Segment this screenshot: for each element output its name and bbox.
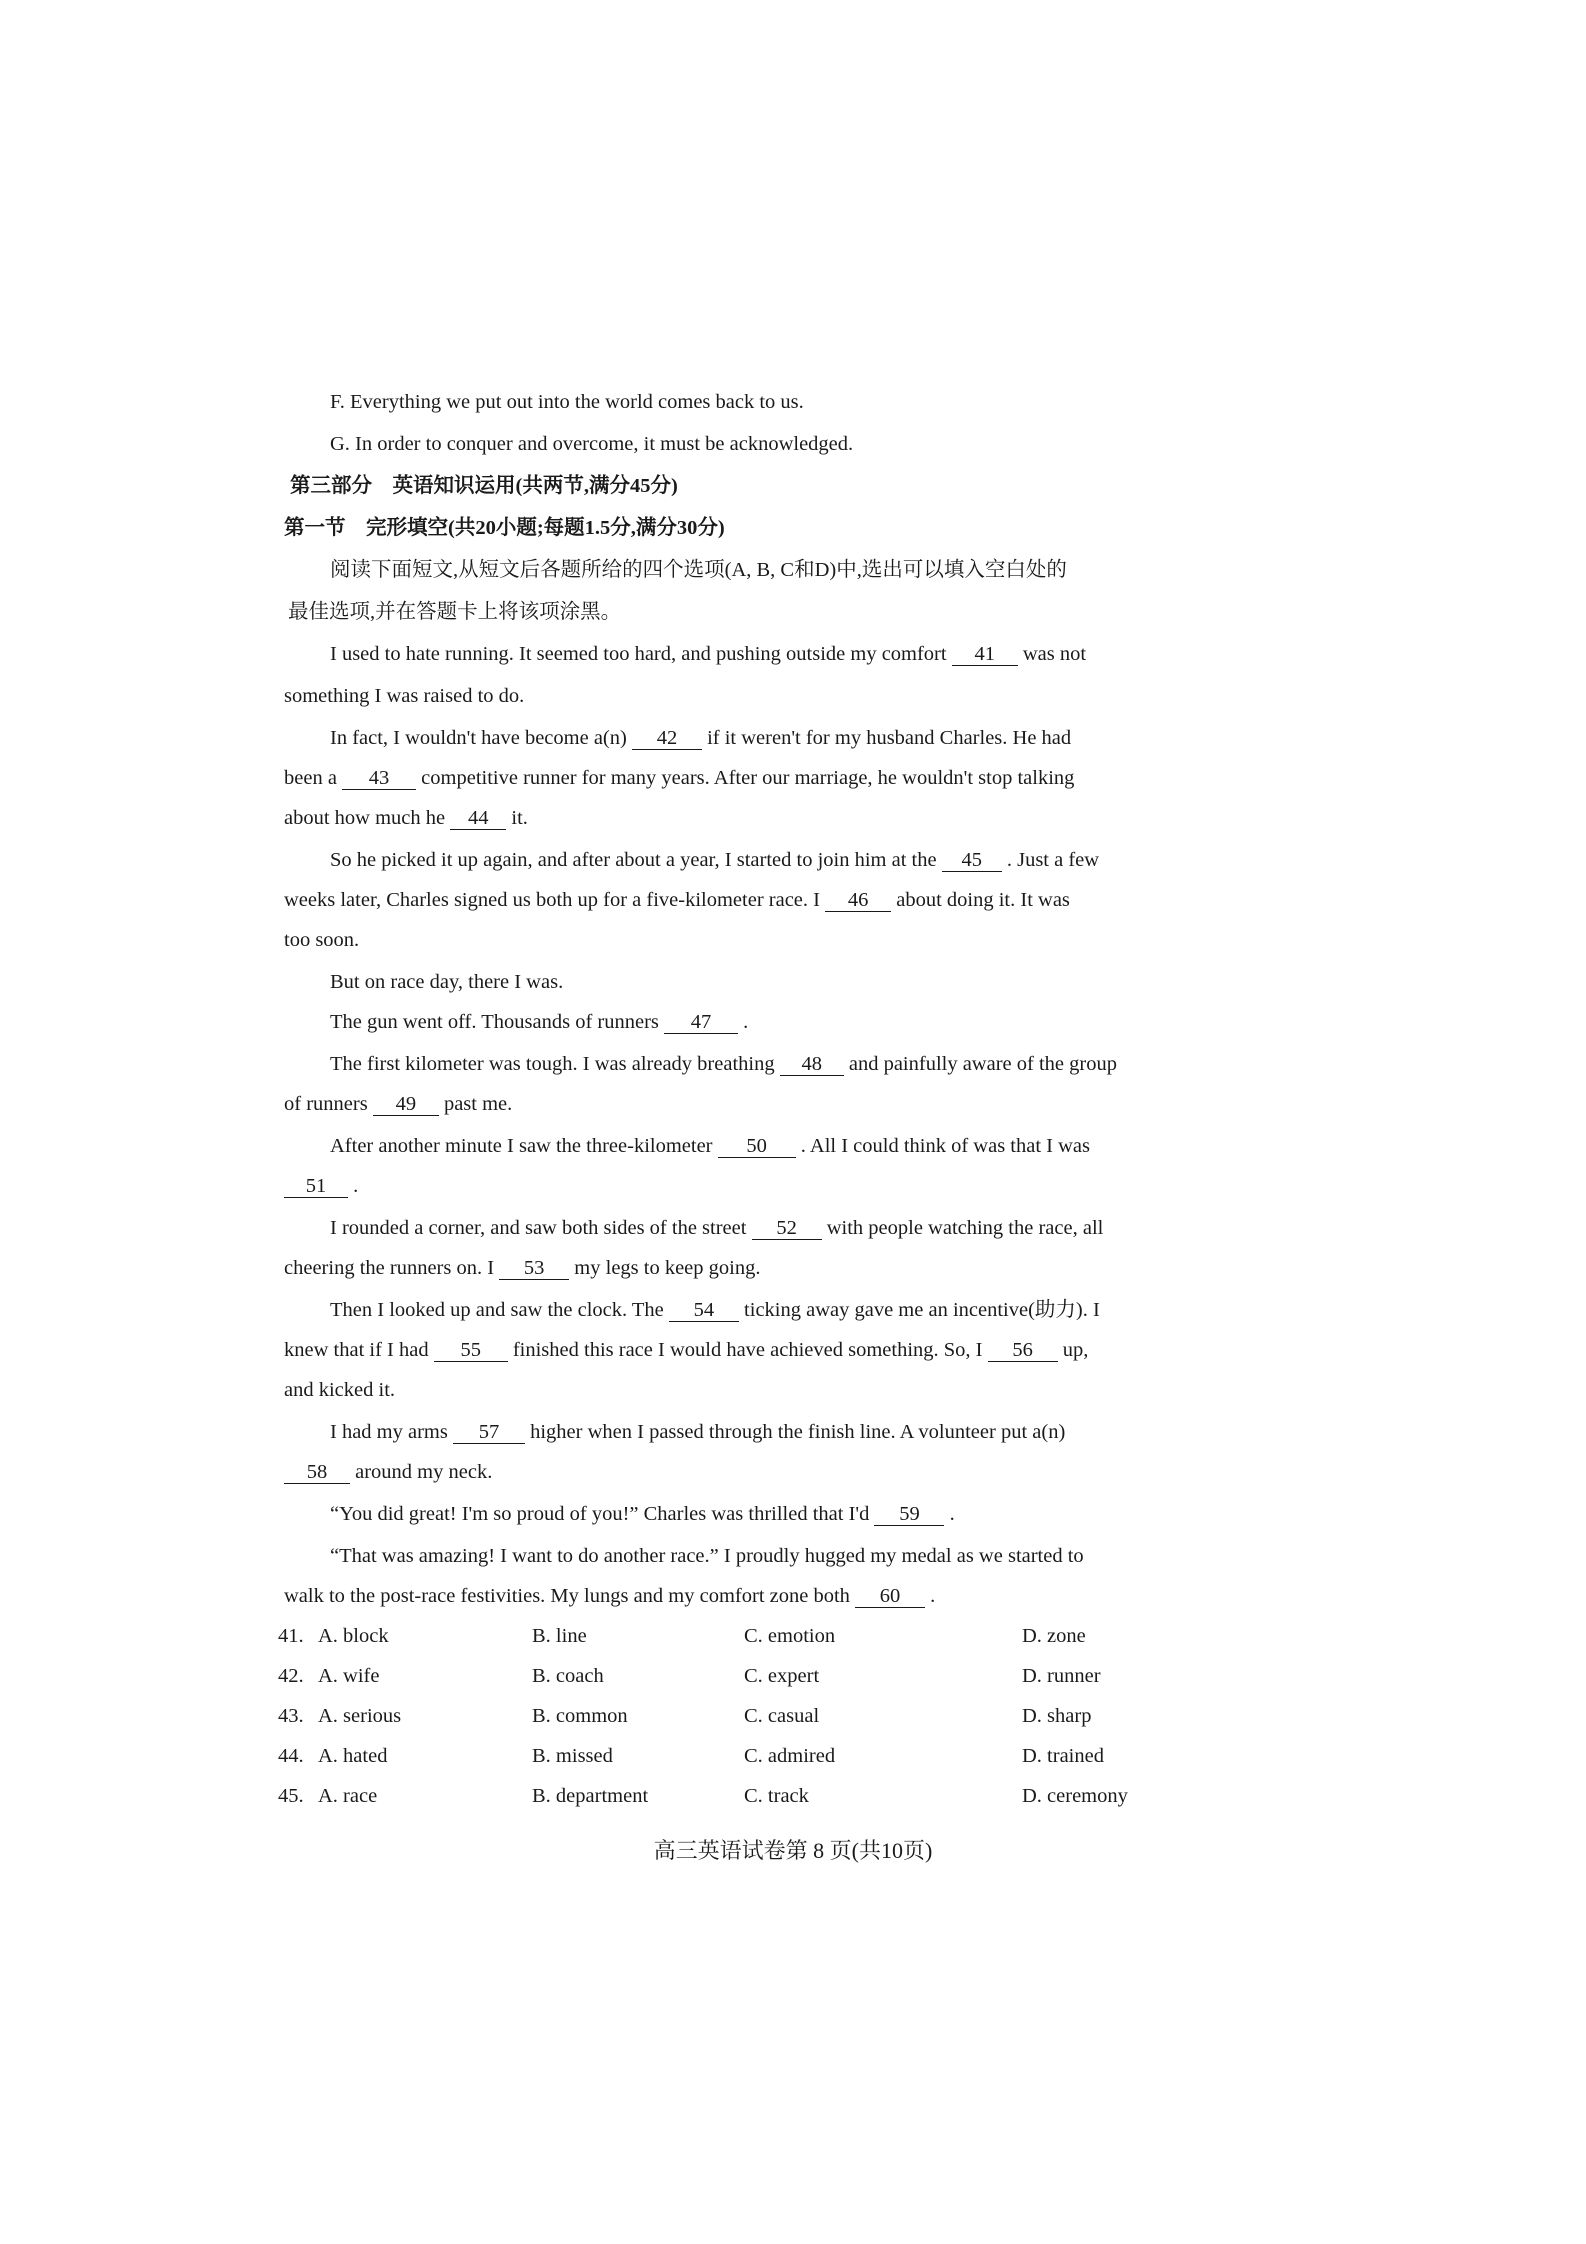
blank-43: 43 xyxy=(342,767,416,790)
passage-line: about how much he 44 it. xyxy=(284,807,528,829)
blank-58: 58 xyxy=(284,1461,350,1484)
choice-b: B. common xyxy=(532,1705,628,1727)
choice-c: C. expert xyxy=(744,1665,820,1687)
passage-line: and kicked it. xyxy=(284,1379,396,1401)
passage-line: I had my arms 57 higher when I passed through the finish line. A volunteer put a(n) xyxy=(330,1421,1066,1443)
blank-47: 47 xyxy=(664,1011,738,1034)
passage-line: 51 . xyxy=(284,1172,1244,1200)
passage-line: I rounded a corner, and saw both sides of the street 52 with people watching the race, all xyxy=(330,1217,1104,1239)
blank-52: 52 xyxy=(752,1217,822,1240)
passage-line: “That was amazing! I want to do another race.” I proudly hugged my medal as we started to xyxy=(330,1545,1084,1567)
passage-line: After another minute I saw the three-kilometer 50 . All I could think of was that I was xyxy=(330,1135,1090,1157)
blank-51: 51 xyxy=(284,1175,348,1198)
instruction-line-1: 阅读下面短文,从短文后各题所给的四个选项(A, B, C和D)中,选出可以填入空白处的 xyxy=(330,559,1067,581)
passage-line: been a 43 competitive runner for many years. After our marriage, he wouldn't stop talking xyxy=(284,767,1075,789)
choice-a: A. hated xyxy=(318,1745,388,1767)
passage-line: too soon. xyxy=(284,929,360,951)
blank-53: 53 xyxy=(499,1257,569,1280)
choice-c: C. track xyxy=(744,1785,809,1807)
choice-a: A. serious xyxy=(318,1705,402,1727)
blank-44: 44 xyxy=(450,807,506,830)
blank-57: 57 xyxy=(453,1421,525,1444)
passage-line: “You did great! I'm so proud of you!” Charles was thrilled that I'd 59 . xyxy=(330,1503,955,1525)
instruction-line-2: 最佳选项,并在答题卡上将该项涂黑。 xyxy=(288,601,622,623)
blank-46: 46 xyxy=(825,889,891,912)
page-footer: 高三英语试卷第 8 页(共10页) xyxy=(653,1838,933,1863)
passage-line: But on race day, there I was. xyxy=(330,971,564,993)
choice-c: C. emotion xyxy=(744,1625,836,1647)
question-number: 41. xyxy=(278,1625,304,1647)
choice-d: D. trained xyxy=(1022,1745,1104,1767)
blank-50: 50 xyxy=(718,1135,796,1158)
choice-d: D. ceremony xyxy=(1022,1785,1128,1807)
passage-line: The first kilometer was tough. I was already breathing 48 and painfully aware of the group xyxy=(330,1053,1117,1075)
blank-56: 56 xyxy=(988,1339,1058,1362)
question-number: 43. xyxy=(278,1705,304,1727)
passage-line: I used to hate running. It seemed too hard, and pushing outside my comfort 41 was not xyxy=(330,643,1087,665)
blank-60: 60 xyxy=(855,1585,925,1608)
passage-line: walk to the post-race festivities. My lungs and my comfort zone both 60 . xyxy=(284,1585,936,1607)
passage-line: something I was raised to do. xyxy=(284,685,525,707)
passage-line: knew that if I had 55 finished this race I would have achieved something. So, I 56 up, xyxy=(284,1339,1089,1361)
part-heading: 第三部分 英语知识运用(共两节,满分45分) xyxy=(290,475,678,497)
passage-line: of runners 49 past me. xyxy=(284,1093,513,1115)
blank-59: 59 xyxy=(874,1503,944,1526)
question-number: 44. xyxy=(278,1745,304,1767)
choice-c: C. admired xyxy=(744,1745,836,1767)
passage-line: In fact, I wouldn't have become a(n) 42 if it weren't for my husband Charles. He had xyxy=(330,727,1072,749)
blank-54: 54 xyxy=(669,1299,739,1322)
passage-line: cheering the runners on. I 53 my legs to keep going. xyxy=(284,1257,761,1279)
choice-b: B. department xyxy=(532,1785,649,1807)
passage-line: 58 around my neck. xyxy=(284,1458,1244,1486)
blank-48: 48 xyxy=(780,1053,844,1076)
choice-b: B. missed xyxy=(532,1745,613,1767)
option-g: G. In order to conquer and overcome, it must be acknowledged. xyxy=(330,433,854,455)
choice-b: B. coach xyxy=(532,1665,604,1687)
question-number: 45. xyxy=(278,1785,304,1807)
choice-a: A. wife xyxy=(318,1665,380,1687)
choice-a: A. race xyxy=(318,1785,378,1807)
choice-d: D. runner xyxy=(1022,1665,1101,1687)
passage-line: The gun went off. Thousands of runners 47 . xyxy=(330,1011,749,1033)
choice-c: C. casual xyxy=(744,1705,820,1727)
blank-41: 41 xyxy=(952,643,1018,666)
blank-42: 42 xyxy=(632,727,702,750)
blank-55: 55 xyxy=(434,1339,508,1362)
choice-b: B. line xyxy=(532,1625,587,1647)
passage-line: So he picked it up again, and after about a year, I started to join him at the 45 . Just a few xyxy=(330,849,1100,871)
passage-line: Then I looked up and saw the clock. The 54 ticking away gave me an incentive(助力). I xyxy=(330,1299,1100,1321)
section-heading: 第一节 完形填空(共20小题;每题1.5分,满分30分) xyxy=(284,517,725,539)
option-f: F. Everything we put out into the world comes back to us. xyxy=(330,391,804,413)
blank-45: 45 xyxy=(942,849,1002,872)
passage-line: weeks later, Charles signed us both up for a five-kilometer race. I 46 about doing it. It was xyxy=(284,889,1070,911)
blank-49: 49 xyxy=(373,1093,439,1116)
question-number: 42. xyxy=(278,1665,304,1687)
choice-d: D. sharp xyxy=(1022,1705,1092,1727)
choice-a: A. block xyxy=(318,1625,389,1647)
choice-d: D. zone xyxy=(1022,1625,1086,1647)
